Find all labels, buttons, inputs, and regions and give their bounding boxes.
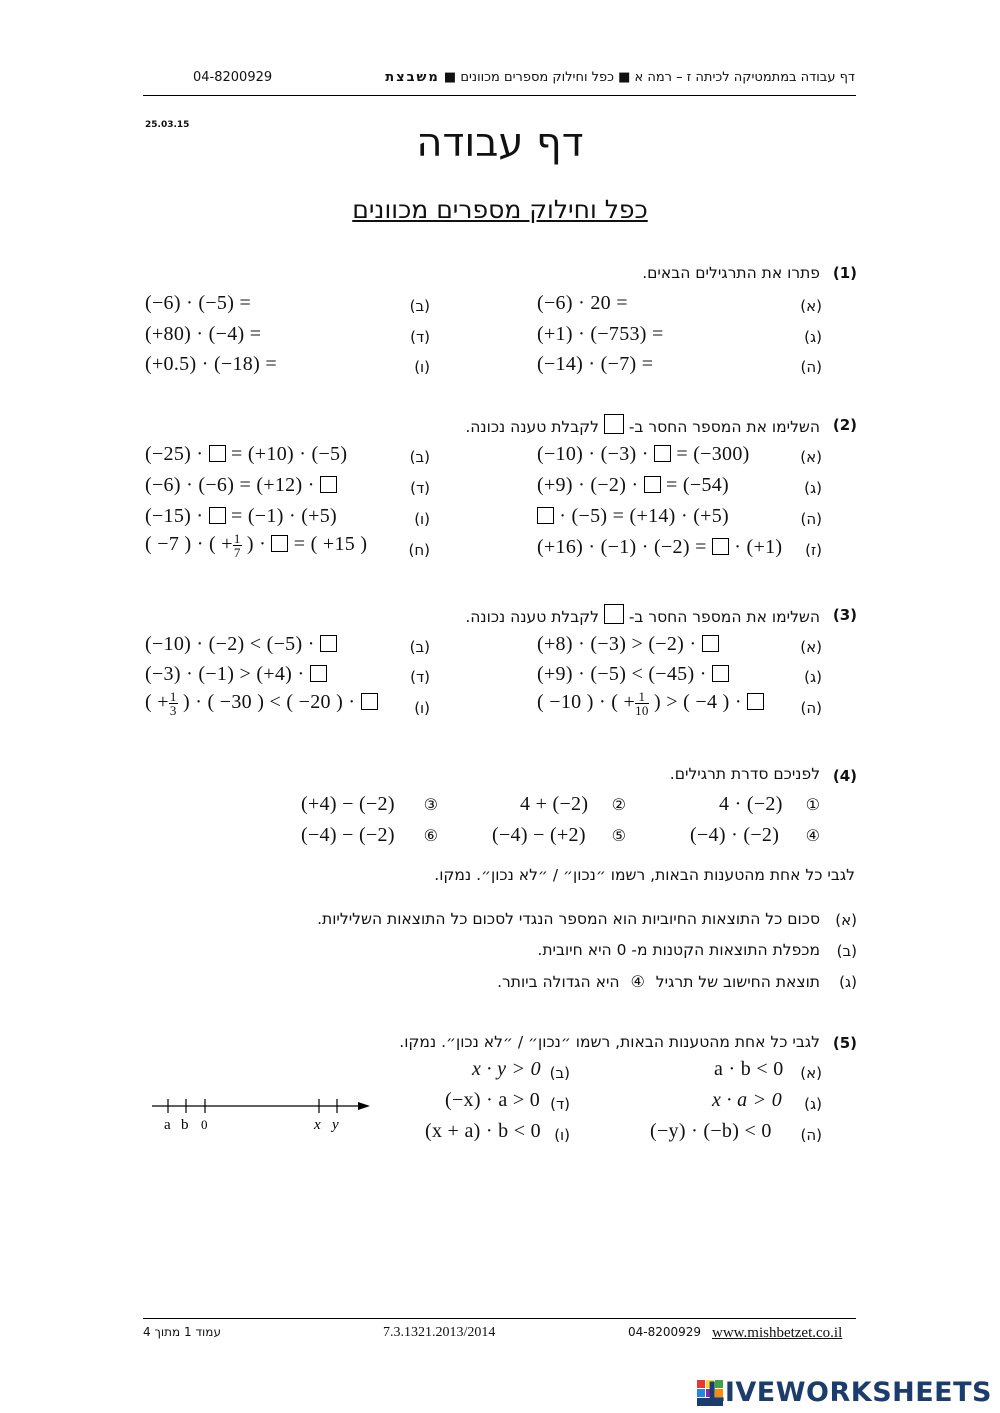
- q5-label-f: (ו): [554, 1126, 570, 1144]
- q4-text: לפניכם סדרת תרגילים.: [669, 765, 820, 783]
- exercise-expr-1: 4 · (−2): [719, 793, 783, 815]
- q5-number: (5): [832, 1034, 857, 1052]
- answer-box[interactable]: [320, 635, 337, 652]
- q2-number: (2): [832, 416, 857, 434]
- q1-text: פתרו את התרגילים הבאים.: [642, 264, 820, 282]
- exercise-mark-2: ②: [611, 795, 626, 814]
- q3-label-c: (ג): [804, 668, 822, 686]
- header-title: דף עבודה במתמטיקה לכיתה ז – רמה א ■ כפל וחילוק מספרים מכוונים ■ משבצת: [385, 70, 855, 85]
- q3-label-a: (א): [800, 638, 822, 656]
- q3-label-b: (ב): [409, 638, 430, 656]
- q2-text: השלימו את המספר החסר ב- לקבלת טענה נכונה.: [465, 414, 820, 436]
- exercise-expr-4: (−4) · (−2): [690, 824, 780, 846]
- exercise-expr-5: (−4) − (+2): [492, 824, 586, 846]
- q2-expr-f: (−15) · = (−1) · (+5): [145, 505, 338, 527]
- q1-label-a: (א): [800, 297, 822, 315]
- q1-expr-b: (−6) · (−5) =: [145, 292, 252, 314]
- answer-box[interactable]: [271, 535, 288, 552]
- q4-stmt-label-b: (ב): [836, 942, 857, 960]
- q3-expr-b: (−10) · (−2) < (−5) ·: [145, 633, 337, 656]
- q2-label-d: (ד): [410, 479, 430, 497]
- q2-label-a: (א): [800, 448, 822, 466]
- q4-number: (4): [832, 767, 857, 785]
- q2-label-g: (ז): [805, 541, 822, 559]
- q3-number: (3): [832, 606, 857, 624]
- date: 25.03.15: [145, 120, 190, 130]
- page-subtitle: כפל וחילוק מספרים מכוונים: [352, 195, 648, 224]
- missing-box-icon: [604, 604, 624, 624]
- answer-box[interactable]: [702, 635, 719, 652]
- q1-label-b: (ב): [409, 297, 430, 315]
- label-zero: 0: [201, 1117, 208, 1132]
- q4-stmt-label-a: (א): [835, 911, 857, 929]
- q2-expr-b: (−25) · = (+10) · (−5): [145, 443, 348, 465]
- q1-expr-a: (−6) · 20 =: [537, 292, 628, 314]
- q5-label-d: (ד): [550, 1095, 570, 1113]
- answer-box[interactable]: [537, 507, 554, 524]
- q1-expr-f: (+0.5) · (−18) =: [145, 353, 277, 375]
- q1-expr-d: (+80) · (−4) =: [145, 323, 262, 345]
- q5-expr-a: a · b < 0: [714, 1058, 784, 1080]
- q2-expr-c: (+9) · (−2) · = (−54): [537, 474, 730, 496]
- q1-label-d: (ד): [410, 328, 430, 346]
- q5-expr-c: x · a > 0: [712, 1089, 783, 1111]
- q1-expr-e: (−14) · (−7) =: [537, 353, 654, 375]
- q4-stmt-label-c: (ג): [839, 973, 857, 991]
- footer-code: 7.3.1321.2013/2014: [383, 1325, 496, 1340]
- footer-url[interactable]: www.mishbetzet.co.il: [712, 1325, 843, 1341]
- exercise-mark-3: ③: [423, 795, 438, 814]
- page-title: דף עבודה: [416, 120, 584, 166]
- q5-label-c: (ג): [804, 1095, 822, 1113]
- q2-expr-e: · (−5) = (+14) · (+5): [537, 505, 729, 528]
- answer-box[interactable]: [644, 476, 661, 493]
- q5-expr-d: (−x) · a > 0: [445, 1089, 541, 1111]
- exercise-mark-1: ①: [805, 795, 820, 814]
- q2-expr-a: (−10) · (−3) · = (−300): [537, 443, 750, 465]
- answer-box[interactable]: [209, 507, 226, 524]
- q5-expr-e: (−y) · (−b) < 0: [650, 1120, 772, 1142]
- label-b: b: [181, 1117, 189, 1133]
- q2-label-e: (ה): [800, 510, 822, 528]
- q3-label-e: (ה): [800, 699, 822, 717]
- answer-box[interactable]: [712, 665, 729, 682]
- q5-label-e: (ה): [800, 1126, 822, 1144]
- footer-phone: 04-8200929: [628, 1325, 702, 1339]
- answer-box[interactable]: [209, 445, 226, 462]
- exercise-mark-4: ④: [805, 826, 820, 845]
- answer-box[interactable]: [361, 693, 378, 710]
- answer-box[interactable]: [712, 538, 729, 555]
- answer-box[interactable]: [310, 665, 327, 682]
- header-logo: משבצת: [385, 70, 440, 85]
- exercise-mark-6: ⑥: [423, 826, 438, 845]
- q3-label-d: (ד): [410, 668, 430, 686]
- q1-expr-c: (+1) · (−753) =: [537, 323, 664, 345]
- q3-expr-d: (−3) · (−1) > (+4) ·: [145, 663, 327, 686]
- fraction: $\frac{1}{10}$: [635, 689, 649, 718]
- footer-rule: [143, 1318, 856, 1319]
- q1-label-e: (ה): [800, 358, 822, 376]
- exercise-expr-3: (+4) − (−2): [301, 793, 395, 815]
- q1-number: (1): [832, 264, 857, 282]
- answer-box[interactable]: [320, 476, 337, 493]
- label-x: x: [314, 1117, 321, 1133]
- exercise-expr-2: 4 + (−2): [520, 793, 589, 815]
- q5-expr-f: (x + a) · b < 0: [425, 1120, 541, 1142]
- fraction: $\frac{1}{3}$: [169, 689, 177, 718]
- q3-text: השלימו את המספר החסר ב- לקבלת טענה נכונה.: [465, 604, 820, 626]
- q5-label-b: (ב): [549, 1064, 570, 1082]
- q3-expr-c: (+9) · (−5) < (−45) ·: [537, 663, 729, 686]
- header-phone: 04-8200929: [193, 70, 273, 85]
- q2-expr-g: (+16) · (−1) · (−2) = · (+1): [537, 536, 783, 558]
- q5-expr-b: x · y > 0: [472, 1058, 541, 1080]
- exercise-mark-5: ⑤: [611, 826, 626, 845]
- q3-expr-f: ( + $\frac{1}{3}$ ) · ( −30 ) < ( −20 ) ·: [145, 690, 378, 717]
- footer-page: עמוד 1 מתוך 4: [143, 1325, 221, 1339]
- q2-label-c: (ג): [804, 479, 822, 497]
- q4-stmt-a: סכום כל התוצאות החיוביות הוא המספר הנגדי לסכום כל התוצאות השליליות.: [317, 910, 820, 928]
- arrow-right-icon: [358, 1102, 370, 1110]
- q1-label-c: (ג): [804, 328, 822, 346]
- exercise-mark-ref: ④: [630, 972, 645, 991]
- q3-expr-a: (+8) · (−3) > (−2) ·: [537, 633, 719, 656]
- q3-label-f: (ו): [414, 699, 430, 717]
- exercise-expr-6: (−4) − (−2): [301, 824, 395, 846]
- q2-label-b: (ב): [409, 448, 430, 466]
- q2-expr-h: ( −7 ) · ( + $\frac{1}{7}$ ) · = ( +15 ): [145, 531, 368, 560]
- q2-expr-d: (−6) · (−6) = (+12) ·: [145, 474, 337, 497]
- q5-instruction: לגבי כל אחת מהטענות הבאות, רשמו ״נכון״ / ״לא נכון״. נמקו.: [399, 1033, 820, 1051]
- brand-name: LIVEWORKSHEETS: [707, 1377, 992, 1408]
- label-y: y: [332, 1117, 339, 1133]
- q5-label-a: (א): [800, 1064, 822, 1082]
- label-a: a: [164, 1117, 171, 1133]
- answer-box[interactable]: [747, 693, 764, 710]
- answer-box[interactable]: [654, 445, 671, 462]
- q3-expr-e: ( −10 ) · ( + $\frac{1}{10}$ ) > ( −4 ) ·: [537, 690, 764, 717]
- number-line: [148, 1092, 378, 1142]
- header-rule: [143, 95, 856, 96]
- missing-box-icon: [604, 414, 624, 434]
- q2-label-f: (ו): [414, 510, 430, 528]
- q1-label-f: (ו): [414, 358, 430, 376]
- q4-instruction: לגבי כל אחת מהטענות הבאות, רשמו ״נכון״ / ״לא נכון״. נמקו.: [434, 866, 855, 884]
- q4-stmt-c: תוצאת החישוב של תרגיל ④ היא הגדולה ביותר.: [497, 972, 820, 991]
- q2-label-h: (ח): [408, 541, 430, 559]
- fraction: $\frac{1}{7}$: [233, 531, 241, 560]
- q4-stmt-b: מכפלת התוצאות הקטנות מ- 0 היא חיובית.: [537, 941, 820, 959]
